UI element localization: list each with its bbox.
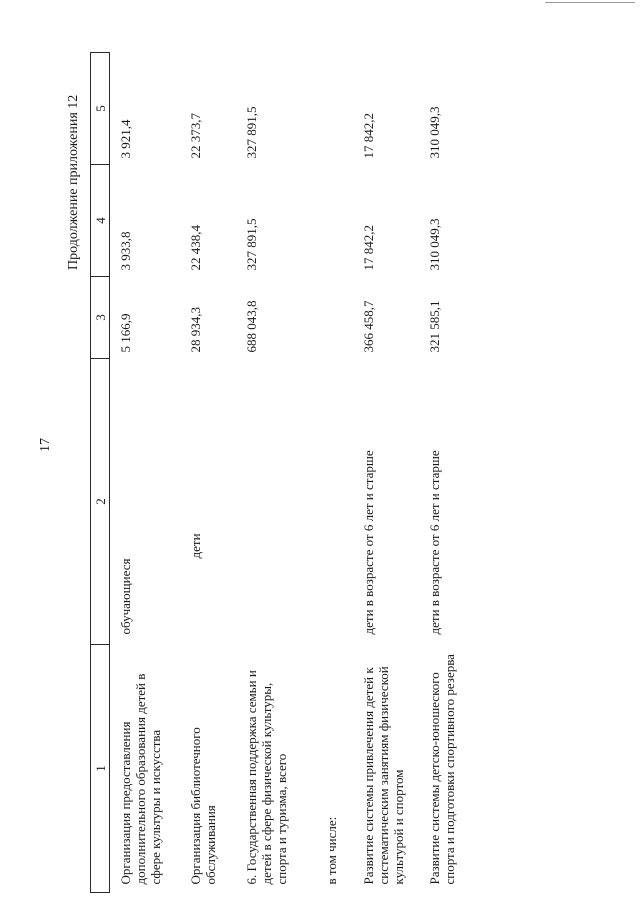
row-value-col3: 28 934,3	[188, 307, 203, 353]
row-value-col3	[302, 277, 353, 359]
table-row	[110, 53, 181, 893]
row-value-col4: 17 842,2	[361, 225, 376, 271]
column-header-2: 2	[91, 359, 110, 645]
row-name: в том числе:	[324, 816, 339, 885]
row-value-col4: 22 438,4	[188, 225, 203, 271]
row-value-col3: 5 166,9	[118, 313, 133, 353]
row-category	[236, 359, 302, 645]
row-value-col4: 327 891,5	[244, 218, 259, 271]
column-header-1: 1	[91, 645, 110, 893]
row-category: обучающиеся	[118, 558, 133, 635]
row-value-col5: 327 891,5	[244, 106, 259, 159]
column-header-5: 5	[91, 53, 110, 165]
row-name: 6. Государственная поддержка семьи и детей в сфере физической культуры, спорта и туризма, всего	[244, 670, 289, 885]
table-row	[236, 53, 302, 893]
row-value-col4	[302, 165, 353, 277]
row-category	[302, 359, 353, 645]
row-name: Развитие системы привлечения детей к систематическим занятиям физической культурой и спортом	[361, 666, 406, 885]
table-row	[180, 53, 236, 893]
column-header-4: 4	[91, 165, 110, 277]
row-name: Организация библиотечного обслуживания	[188, 727, 218, 885]
row-value-col3: 321 585,1	[427, 300, 442, 353]
row-value-col3: 688 043,8	[244, 300, 259, 353]
row-name: Организация предоставления дополнительного образования детей в сфере культуры и искусства	[118, 673, 163, 885]
row-value-col5: 310 049,3	[427, 106, 442, 159]
table-row	[353, 53, 419, 893]
row-value-col5: 17 842,2	[361, 113, 376, 159]
table-row	[419, 53, 471, 893]
row-value-col5: 3 921,4	[118, 119, 133, 159]
row-value-col5: 22 373,7	[188, 113, 203, 159]
row-name: Развитие системы детско-юношеского спорта и подготовки спортивного резерва	[427, 654, 457, 885]
appendix-caption: Продолжение приложения 12	[66, 94, 81, 270]
row-value-col5	[302, 53, 353, 165]
column-number-row	[91, 53, 110, 893]
row-category: дети	[188, 533, 203, 559]
table-row	[302, 53, 353, 893]
row-value-col4: 3 933,8	[118, 231, 133, 271]
page-number: 17	[38, 438, 53, 452]
column-header-3: 3	[91, 277, 110, 359]
budget-table	[90, 52, 471, 893]
row-category: дети в возрасте от 6 лет и старше	[361, 450, 376, 635]
row-value-col3: 366 458,7	[361, 300, 376, 353]
row-category: дети в возрасте от 6 лет и старше	[427, 450, 442, 635]
row-value-col4: 310 049,3	[427, 218, 442, 271]
